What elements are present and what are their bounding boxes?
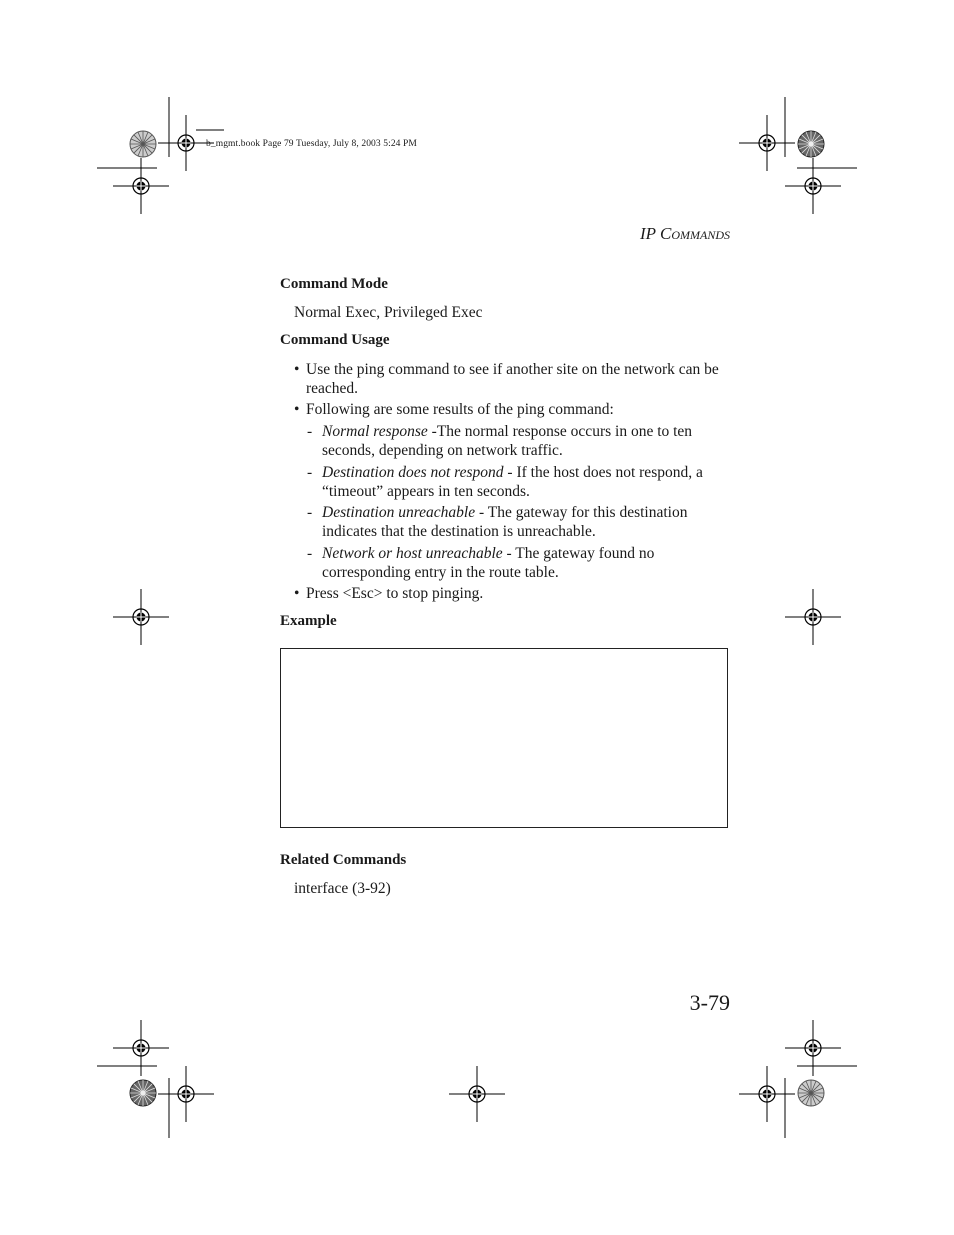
- related-commands-heading: Related Commands: [280, 852, 407, 868]
- ping-result-desc: - The gateway for this destination indicates that the destination is unreachable.: [322, 504, 688, 540]
- dash-glyph: -: [307, 423, 313, 440]
- bullet-glyph: •: [294, 401, 300, 418]
- ping-result-term: Network or host unreachable: [322, 545, 503, 562]
- command-usage-heading: Command Usage: [280, 332, 390, 348]
- ping-result-item: [307, 545, 727, 582]
- usage-bullet-text: Use the ping command to see if another site on the network can be reached.: [306, 361, 719, 397]
- usage-bullet-text: Following are some results of the ping command:: [306, 401, 614, 418]
- ping-result-item: [307, 423, 727, 460]
- ping-result-desc: - If the host does not respond, a “timeout” appears in ten seconds.: [322, 464, 703, 500]
- example-code-box: [280, 648, 728, 828]
- running-head: [640, 224, 730, 244]
- running-head-rest: OMMANDS: [671, 228, 730, 242]
- ping-result-term: Destination unreachable: [322, 504, 476, 521]
- ping-result-desc: - The gateway found no corresponding entry in the route table.: [322, 545, 655, 581]
- related-command-link: interface (3-92): [294, 880, 391, 897]
- ping-result-term: Destination does not respond: [322, 464, 504, 481]
- usage-bullet: [294, 361, 734, 398]
- command-mode-text: Normal Exec, Privileged Exec: [294, 304, 483, 321]
- dash-glyph: -: [307, 464, 313, 481]
- ping-result-item: [307, 464, 727, 501]
- page-number: 3-79: [689, 990, 730, 1015]
- running-head-first: IP C: [640, 224, 672, 243]
- dash-glyph: -: [307, 545, 313, 562]
- example-heading: Example: [280, 613, 337, 629]
- bullet-glyph: •: [294, 361, 300, 378]
- ping-result-item: [307, 504, 727, 541]
- book-slug: b_mgmt.book Page 79 Tuesday, July 8, 2003 5:24 PM: [206, 139, 417, 149]
- usage-bullet: [294, 585, 734, 604]
- ping-result-desc: -The normal response occurs in one to ten seconds, depending on network traffic.: [322, 423, 693, 459]
- usage-bullet: [294, 401, 734, 420]
- usage-bullet-text: Press <Esc> to stop pinging.: [306, 585, 484, 602]
- command-mode-heading: Command Mode: [280, 276, 388, 292]
- ping-result-term: Normal response: [322, 423, 428, 440]
- bullet-glyph: •: [294, 585, 300, 602]
- dash-glyph: -: [307, 504, 313, 521]
